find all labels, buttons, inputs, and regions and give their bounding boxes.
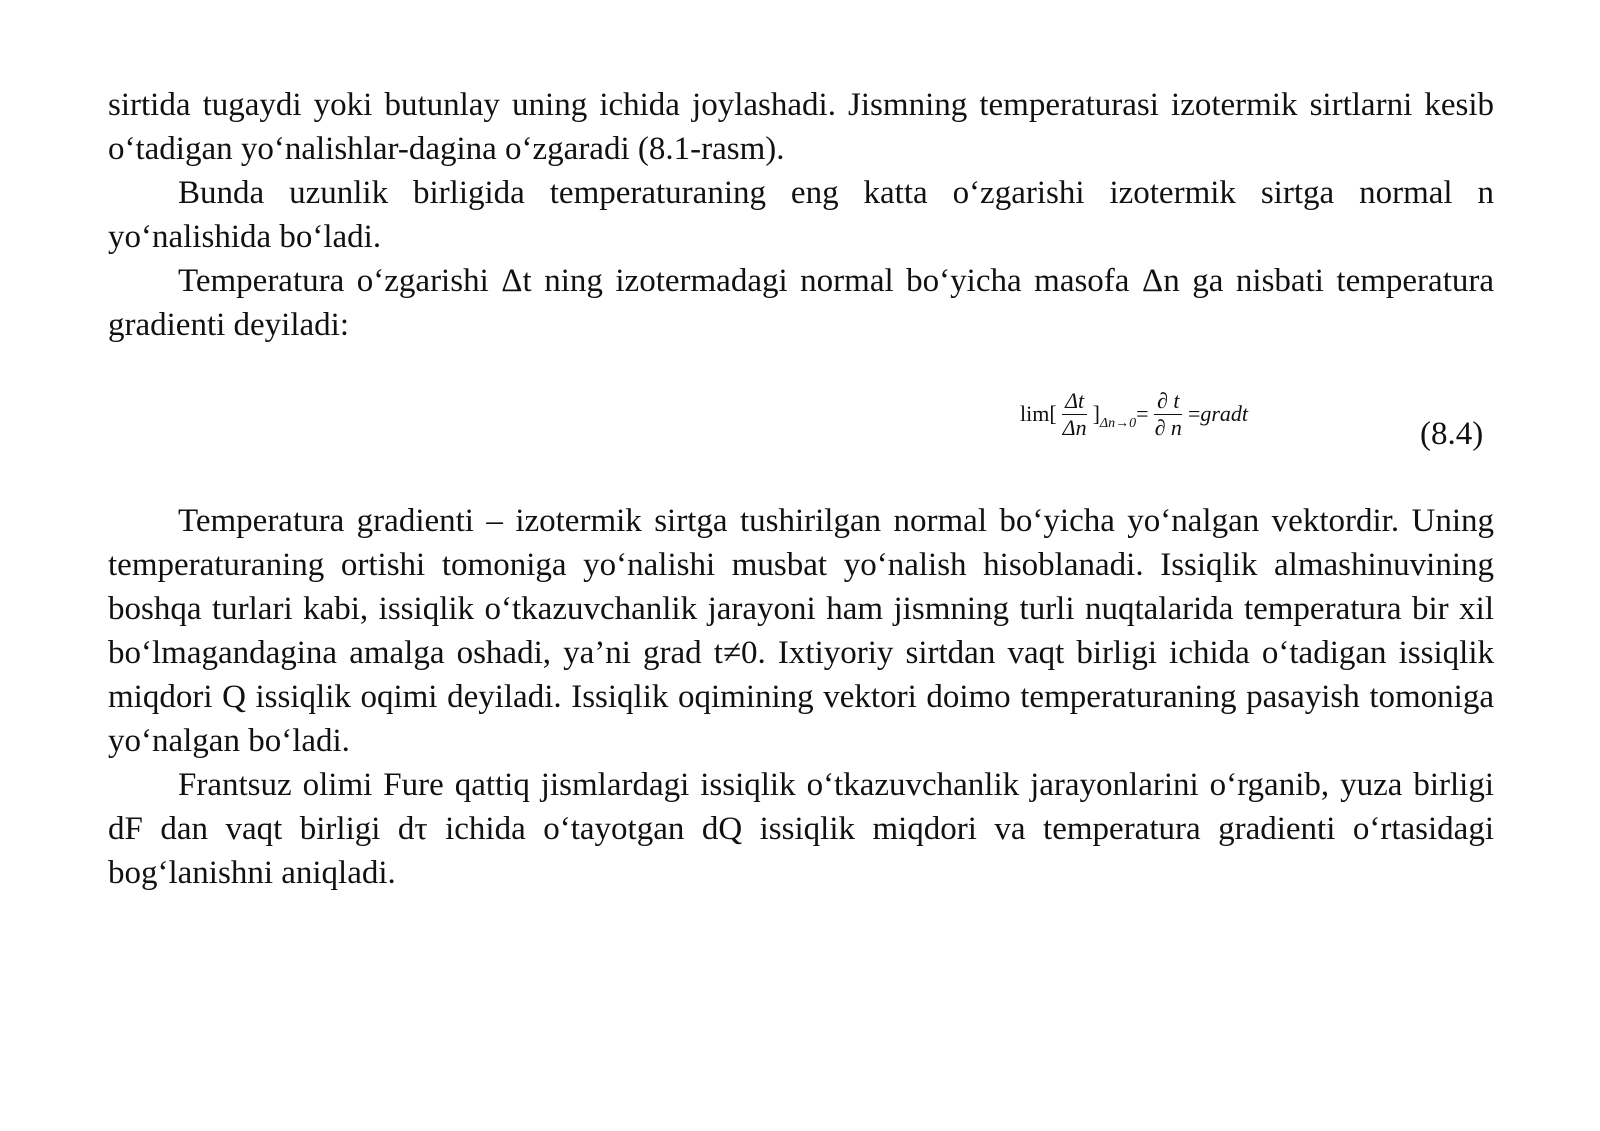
formula-fraction-partial — [1152, 388, 1185, 441]
formula-subscript: Δn→0 — [1099, 416, 1137, 431]
formula-result: gradt — [1200, 401, 1249, 426]
formula-frac1-numerator: Δt — [1062, 388, 1087, 415]
formula-close-bracket: ] — [1092, 401, 1100, 426]
text-block-bottom — [108, 499, 1494, 895]
text-block-top — [108, 83, 1494, 347]
formula-open-bracket: [ — [1049, 401, 1057, 426]
formula-frac1-denominator: Δn — [1062, 414, 1087, 440]
paragraph-gradient-vector: Temperatura gradienti – izotermik sirtga tushirilgan normal bo‘yicha yo‘nalgan vektordir. Uning temperaturaning ortishi tomoniga yo‘nalishi musbat yo‘nalish hisoblanadi. Issiqlik almashinuvining boshqa turlari kabi, issiqlik o‘tkazuvchanlik jarayoni ham jismning turli nuqtalarida temperatura bir xil bo‘lmagandagina amalga oshadi, ya’ni grad t≠0. Ixtiyoriy sirtdan vaqt birligi ichida o‘tadigan issiqlik miqdori Q issiqlik oqimi deyiladi. Issiqlik oqimining vektori doimo temperaturaning pasayish tomoniga yo‘nalgan bo‘ladi. — [108, 503, 1494, 759]
formula-lim: lim — [1020, 401, 1050, 426]
formula-frac2-denominator: ∂ n — [1154, 414, 1182, 440]
formula-equals-1: = — [1136, 401, 1149, 426]
equation-number: (8.4) — [1420, 416, 1484, 452]
paragraph-gradient-definition: Temperatura o‘zgarishi Δt ning izotermadagi normal bo‘yicha masofa Δn ga nisbati temperatura gradienti deyiladi: — [108, 263, 1494, 343]
formula-equals-2: = — [1187, 401, 1201, 426]
paragraph-fourier: Frantsuz olimi Fure qattiq jismlardagi issiqlik o‘tkazuvchanlik jarayonlarini o‘rganib, yuza birligi dF dan vaqt birligi dτ ichida o‘tayotgan dQ issiqlik miqdori va temperatura gradienti o‘rtasidagi bog‘lanishni aniqladi. — [108, 767, 1494, 891]
formula-8-4 — [1020, 384, 1248, 444]
paragraph-continuation: sirtida tugaydi yoki butunlay uning ichida joylashadi. Jismning temperaturasi izotermik sirtlarni kesib o‘tadigan yo‘nalishlar-dagina o‘zgaradi (8.1-rasm). — [108, 87, 1494, 167]
formula-frac2-numerator: ∂ t — [1154, 388, 1182, 415]
paragraph-normal-direction: Bunda uzunlik birligida temperaturaning eng katta o‘zgarishi izotermik sirtga normal n yo‘nalishida bo‘ladi. — [108, 175, 1494, 255]
formula-fraction-delta — [1060, 388, 1090, 441]
